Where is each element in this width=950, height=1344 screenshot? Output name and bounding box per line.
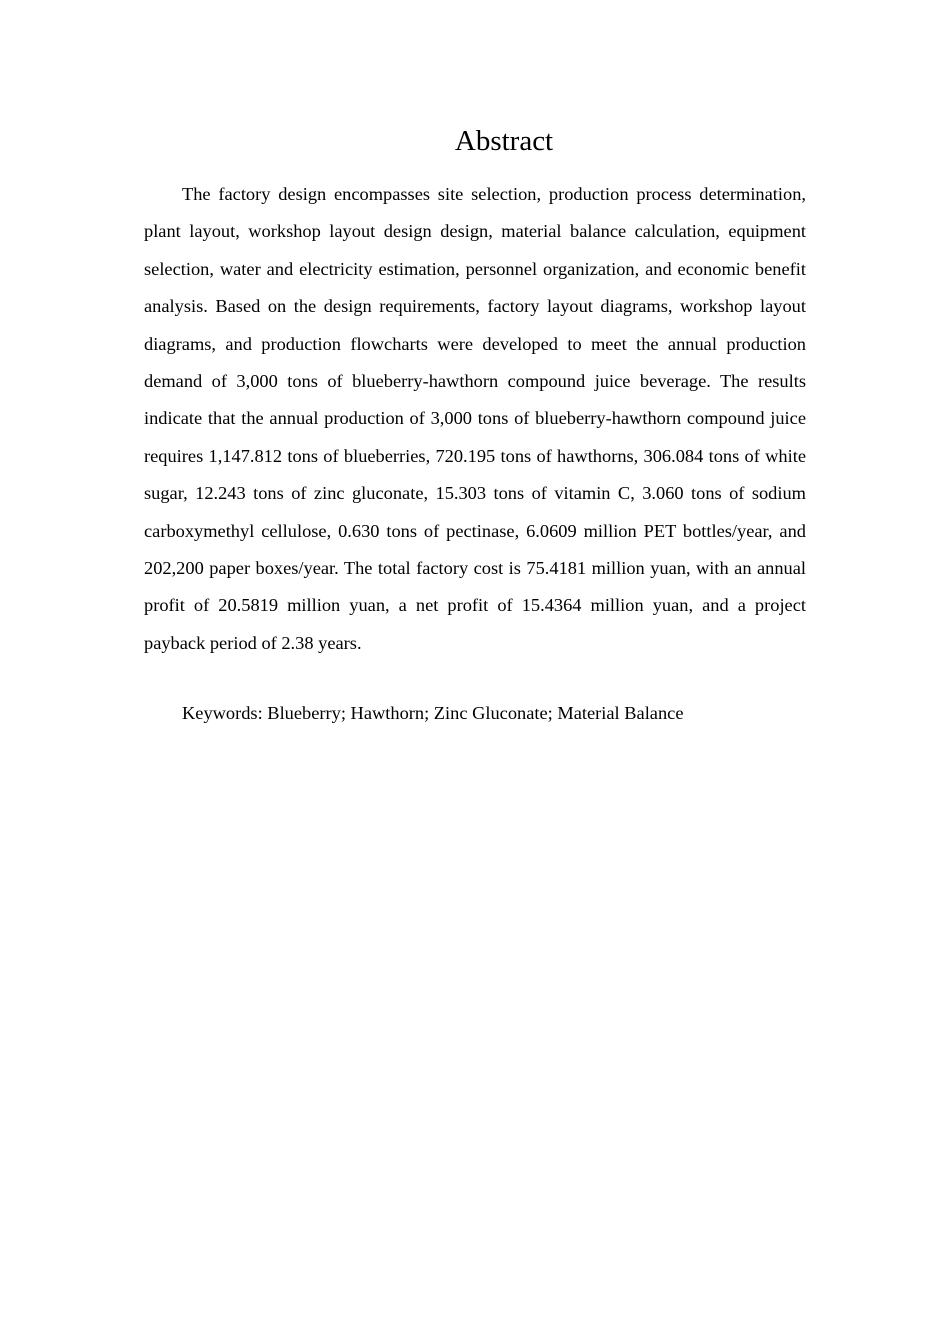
abstract-body: The factory design encompasses site selection, production process determination, plant layout, workshop layout design design, material balance calculation, equipment selection, water and electricity estimation, personnel organization, and economic benefit analysis. Based on the design requirements, factory layout diagrams, workshop layout diagrams, and production flowcharts were developed to meet the annual production demand of 3,000 tons of blueberry-hawthorn compound juice beverage. The results indicate that the annual production of 3,000 tons of blueberry-hawthorn compound juice requires 1,147.812 tons of blueberries, 720.195 tons of hawthorns, 306.084 tons of white sugar, 12.243 tons of zinc gluconate, 15.303 tons of vitamin C, 3.060 tons of sodium carboxymethyl cellulose, 0.630 tons of pectinase, 6.0609 million PET bottles/year, and 202,200 paper boxes/year. The total factory cost is 75.4181 million yuan, with an annual profit of 20.5819 million yuan, a net profit of 15.4364 million yuan, and a project payback period of 2.38 years.	[144, 184, 806, 653]
keywords-line: Keywords: Blueberry; Hawthorn; Zinc Gluconate; Material Balance	[182, 703, 684, 723]
page-title: Abstract	[454, 125, 554, 157]
